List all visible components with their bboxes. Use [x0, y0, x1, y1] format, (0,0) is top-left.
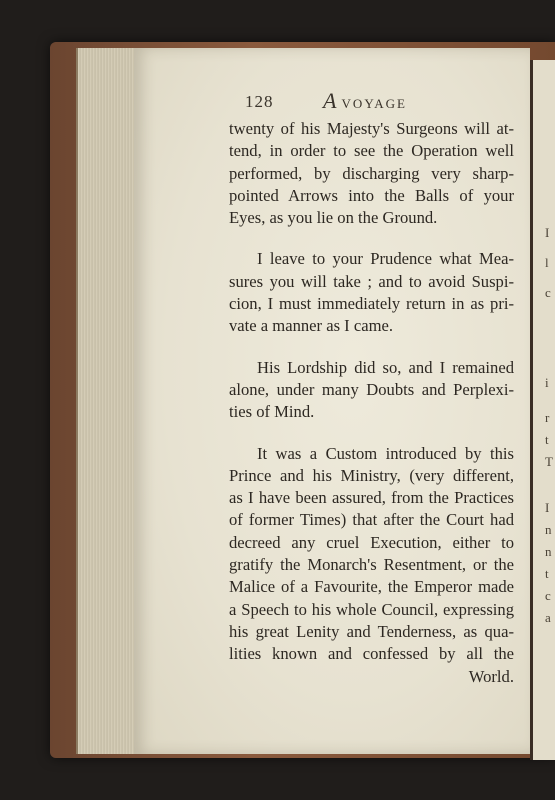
facing-page-letter: n	[545, 522, 552, 537]
text-line: twenty of his Majesty's Surgeons will at-	[229, 119, 514, 138]
facing-page-edge	[530, 60, 555, 760]
text-line: his great Lenity and Tenderness, as qua-	[229, 621, 514, 641]
facing-page-letter: t	[545, 566, 549, 581]
running-title	[323, 88, 407, 114]
text-line: a Speech to his whole Council, expressing	[229, 599, 514, 619]
catchword: World.	[468, 666, 514, 686]
facing-page-letter: i	[545, 375, 549, 390]
paragraph	[229, 443, 514, 688]
facing-page-letter: n	[545, 544, 552, 559]
text-line: Prince and his Ministry, (very different,	[229, 465, 514, 485]
text-line: I leave to your Prudence what Mea-	[257, 249, 514, 269]
facing-page-letter: t	[545, 432, 549, 447]
text-line: performed, by discharging very sharp-	[229, 163, 514, 183]
running-head	[245, 88, 465, 114]
text-line: lities known and confessed by all the	[229, 644, 514, 664]
running-title-initial: A	[323, 88, 337, 113]
page-edges	[76, 48, 136, 754]
facing-page-letter: a	[545, 610, 551, 625]
facing-page-letter: l	[545, 255, 549, 270]
paragraph	[229, 357, 514, 424]
text-line: alone, under many Doubts and Perplexi-	[229, 379, 514, 399]
text-line: as I have been assured, from the Practices	[229, 488, 514, 508]
text-line: Malice of a Favourite, the Emperor made	[229, 577, 514, 597]
facing-page-letter: I	[545, 225, 550, 240]
text-line: gratify the Monarch's Resentment, or the	[229, 555, 514, 575]
text-line: Eyes, as you lie on the Ground.	[229, 208, 438, 228]
page-number: 128	[245, 92, 274, 111]
paragraph	[229, 118, 514, 229]
text-line: tend, in order to see the Operation well	[229, 141, 514, 161]
text-line: decreed any cruel Execution, either to	[229, 532, 514, 552]
text-line: of former Times) that after the Court had	[229, 510, 514, 530]
text-line: It was a Custom introduced by this	[257, 443, 514, 463]
facing-page-letter: c	[545, 285, 551, 300]
facing-page-letter: T	[545, 454, 553, 469]
text-line: His Lordship did so, and I remained	[257, 357, 514, 377]
text-line: ties of Mind.	[229, 402, 315, 422]
text-line: vate a manner as I came.	[229, 316, 394, 336]
body-text	[229, 118, 514, 688]
facing-page-letter: r	[545, 410, 550, 425]
running-title-rest: VOYAGE	[341, 96, 407, 111]
paragraph	[229, 248, 514, 337]
text-line: cion, I must immediately return in as pri-	[229, 294, 514, 314]
facing-page-letter: I	[545, 500, 550, 515]
text-line: pointed Arrows into the Balls of your	[229, 185, 514, 205]
facing-page-letter: c	[545, 588, 551, 603]
text-line: sures you will take ; and to avoid Suspi-	[229, 271, 514, 291]
